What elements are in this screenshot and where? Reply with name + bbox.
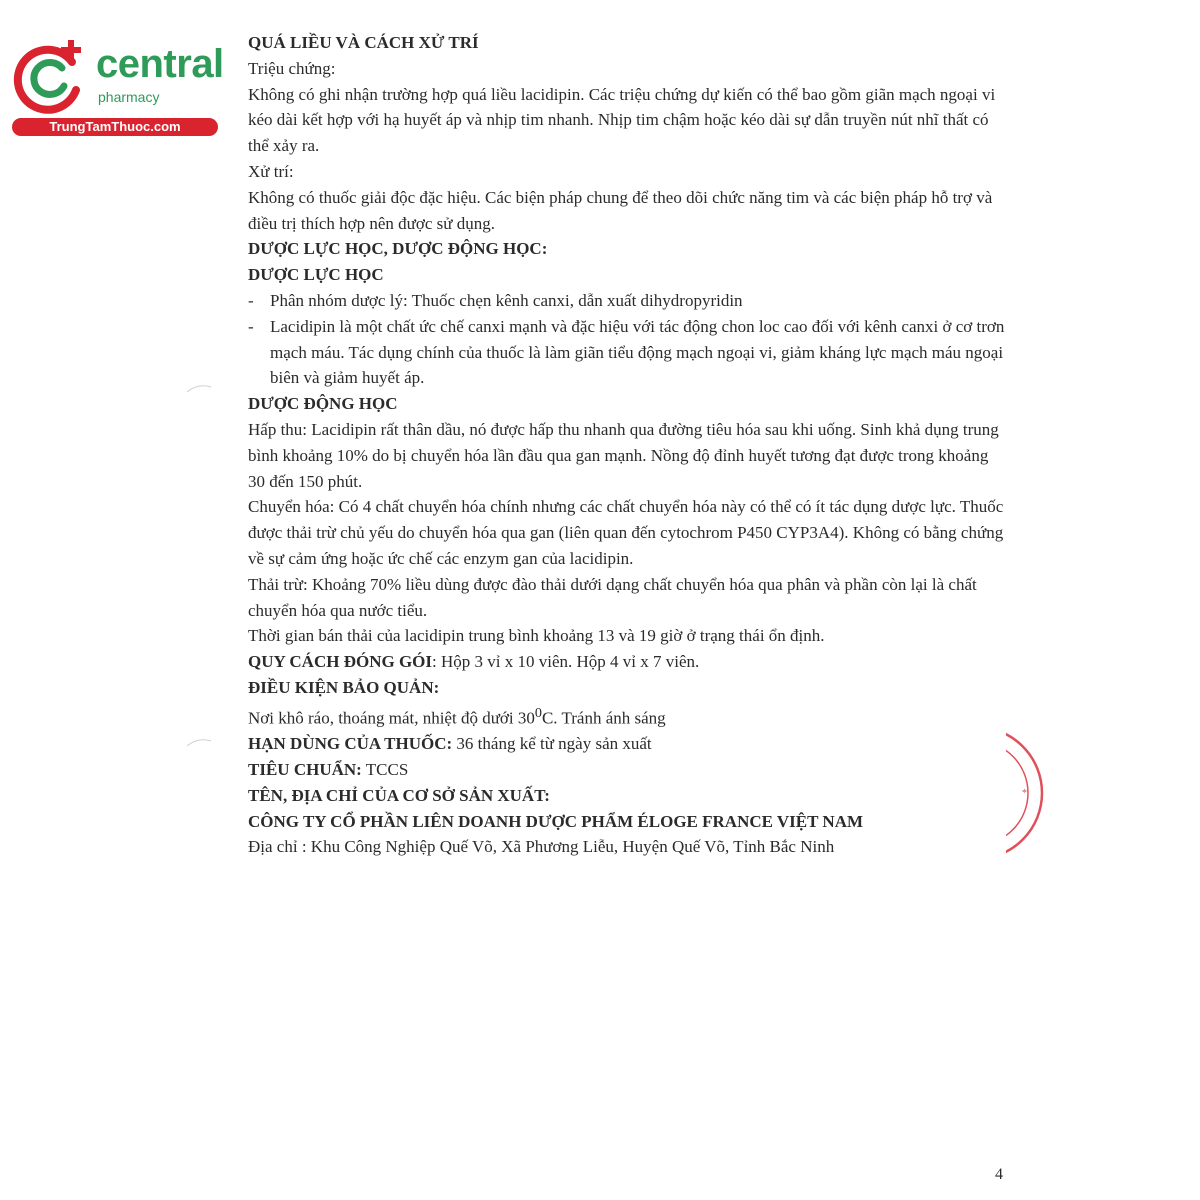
treatment-label: Xử trí: [248,161,294,181]
manufacturer-name: CÔNG TY CỔ PHẦN LIÊN DOANH DƯỢC PHẨM ÉLOGE FRANCE VIỆT NAM [248,811,864,831]
shelf-life-line [248,731,1008,757]
standard-text: TCCS [361,759,409,779]
storage-heading: ĐIỀU KIỆN BẢO QUẢN: [248,677,440,697]
company-seal-stamp [1006,730,1046,856]
manufacturer-address: Địa chỉ : Khu Công Nghiệp Quế Võ, Xã Phương Liễu, Huyện Quế Võ, Tỉnh Bắc Ninh [248,837,835,857]
brand-url-badge[interactable]: TrungTamThuoc.com [12,118,218,136]
document-body [248,30,1008,860]
pd-bullet [248,314,1008,391]
standard-line [248,757,1008,783]
storage-text-end: C. Tránh ánh sáng [541,708,666,728]
absorption-paragraph: Hấp thu: Lacidipin rất thân dầu, nó được hấp thu nhanh qua đường tiêu hóa sau khi uống. Sinh khả dụng trung bình khoảng 10% do bị chuyển hóa lần đầu qua gan mạnh. Nồng độ đỉnh huyết tương đạt được trong khoảng 30 đến 150 phút. [248,419,999,491]
pharmacology-heading: DƯỢC LỰC HỌC, DƯỢC ĐỘNG HỌC: [248,239,548,259]
brand-subtitle: pharmacy [98,89,160,105]
scan-mark [186,736,212,748]
elimination-paragraph: Thải trừ: Khoảng 70% liều dùng được đào thải dưới dạng chất chuyển hóa qua phân và phần còn lại là chất chuyển hóa qua nước tiểu. [248,574,977,620]
brand-name: central [96,42,224,86]
storage-text-start: Nơi khô ráo, thoáng mát, nhiệt độ dưới 30 [248,708,535,728]
pharmacokinetics-heading: DƯỢC ĐỘNG HỌC [248,394,398,414]
degree-sign: 0 [534,704,542,721]
standard-label: TIÊU CHUẨN: [248,759,362,779]
svg-text:*: * [1022,788,1027,799]
storage-text [248,701,1008,731]
shelf-life-text: 36 tháng kể từ ngày sản xuất [452,734,652,754]
bullet-dash: - [248,316,254,336]
symptoms-text: Không có ghi nhận trường hợp quá liều lacidipin. Các triệu chứng dự kiến có thể bao gồm giãn mạch ngoại vi kéo dài kết hợp với hạ huyết áp và nhịp tim nhanh. Nhịp tim chậm hoặc kéo dài sự dẫn truyền nút nhĩ thất có thể xảy ra. [248,84,996,156]
symptoms-label: Triệu chứng: [248,58,336,78]
scan-mark [186,382,212,394]
pd-bullet-text: Lacidipin là một chất ức chế canxi mạnh và đặc hiệu với tác động chon loc cao đối với kênh canxi ở cơ trơn mạch máu. Tác dụng chính của thuốc là làm giãn tiểu động mạch ngoại vi, giảm kháng lực mạch máu ngoại biên và giảm huyết áp. [270,316,1005,388]
page-number: 4 [995,1166,1003,1183]
bullet-dash: - [248,290,254,310]
half-life-paragraph: Thời gian bán thải của lacidipin trung bình khoảng 13 và 19 giờ ở trạng thái ổn định. [248,626,825,646]
packaging-line [248,649,1008,675]
manufacturer-heading: TÊN, ĐỊA CHỈ CỦA CƠ SỞ SẢN XUẤT: [248,785,550,805]
pd-bullet [248,288,1008,314]
packaging-label: QUY CÁCH ĐÓNG GÓI [248,652,433,672]
metabolism-paragraph: Chuyển hóa: Có 4 chất chuyển hóa chính nhưng các chất chuyển hóa này có thể có ít tác dụng dược lực. Thuốc được thải trừ chủ yếu do chuyển hóa qua gan (liên quan đến cytochrom P450 CYP3A4). Không có bằng chứng về sự cảm ứng hoặc ức chế các enzym gan của lacidipin. [248,497,1004,568]
overdose-heading: QUÁ LIỀU VÀ CÁCH XỬ TRÍ [248,33,479,52]
central-pharmacy-logo [10,38,224,138]
shelf-life-label: HẠN DÙNG CỦA THUỐC: [248,734,453,754]
pd-bullet-text: Phân nhóm dược lý: Thuốc chẹn kênh canxi, dẫn xuất dihydropyridin [270,290,743,310]
packaging-text: : Hộp 3 vỉ x 10 viên. Hộp 4 vỉ x 7 viên. [432,652,700,672]
pharmacy-cross-icon [10,38,90,116]
treatment-text: Không có thuốc giải độc đặc hiệu. Các biện pháp chung để theo dõi chức năng tim và các biện pháp hỗ trợ và điều trị thích hợp nên được sử dụng. [248,187,993,233]
pharmacodynamics-heading: DƯỢC LỰC HỌC [248,265,384,285]
